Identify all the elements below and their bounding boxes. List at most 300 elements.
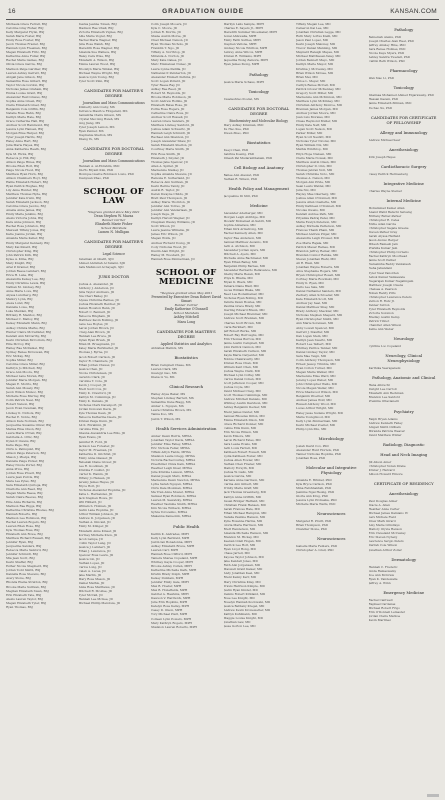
name-entry: Craig Alan Brown, JD bbox=[78, 330, 110, 335]
name-entry: Gabriella A. Ortiz, BSJ bbox=[6, 434, 39, 439]
section-heading: Internal Medicine bbox=[386, 197, 421, 203]
name-entry: Emily K. Ryan, MD bbox=[296, 281, 324, 285]
name-entry: Brian Campbell Chase, MS bbox=[151, 363, 191, 368]
name-entry: Patrick Mauer Raines, MD bbox=[296, 244, 335, 249]
name-entry: Sophia Anbarasu, MD bbox=[223, 223, 256, 228]
section-heading: CERTIFICATE OF RESIDENCY bbox=[373, 480, 434, 486]
name-entry: Michelle Rose Murray, BSJ bbox=[6, 394, 46, 399]
section-heading: Clinical Research bbox=[169, 384, 204, 390]
name-entry: Courtney Marie Smith, JD bbox=[151, 147, 190, 152]
columns-container bbox=[6, 22, 439, 792]
name-entry: Hannah Roberts, BSJ bbox=[6, 511, 38, 516]
name-entry: Casey D. Olson, MPH bbox=[151, 608, 183, 613]
name-entry: Brooklyn Marie Winkel, BSJ bbox=[78, 66, 120, 71]
name-entry: Rachel Marie Wagner, BSJ bbox=[78, 38, 118, 43]
name-entry: Chase Jarrell, MD bbox=[223, 551, 250, 556]
name-entry: Laura Marie O'Neil, BSJ bbox=[6, 430, 42, 435]
name-entry: Kylie Roxanne Harms, MD bbox=[223, 518, 263, 523]
section-heading: Health Policy and Management bbox=[228, 186, 289, 192]
center-line: Presented by Executive Dean Robert David Simari bbox=[151, 294, 222, 303]
name-entry: Ziwen Zhao, PhD bbox=[223, 130, 249, 135]
name-entry: Cameron Kai Lee, MD bbox=[296, 26, 329, 31]
name-entry: Brent James Dexter, MD bbox=[223, 409, 260, 414]
name-entry: Jessica Marie Schaus, MPH bbox=[223, 79, 264, 84]
name-entry: Ryan Lloyd Hong, MD bbox=[223, 547, 256, 552]
name-entry: Caitlyn Renee McCall, MD bbox=[296, 82, 335, 87]
name-entry: Sarah Frances Hale, MD bbox=[223, 506, 260, 511]
name-entry: Christopher Sagala Greene bbox=[368, 225, 409, 230]
name-entry: Amanda Sue Wallace, BSJ bbox=[78, 50, 117, 55]
name-entry: Alexander Emmett Perkins, JD bbox=[151, 74, 196, 79]
name-entry: Lindsey K. Nichols, BSJ bbox=[6, 410, 41, 415]
name-entry: Andrew Scott Hammond, BSJ bbox=[6, 123, 50, 128]
name-entry: Tanner Nicholas Hopkins, PhD bbox=[296, 451, 341, 456]
name-entry: Jacqueline Di Still, PhD bbox=[223, 194, 258, 199]
name-entry: Danielle Lowe, BSJ bbox=[6, 305, 34, 310]
name-entry: Darrah Cole Wilson bbox=[368, 543, 398, 548]
name-entry: Jonathan Arthur Zoller bbox=[368, 547, 402, 552]
name-entry: Allison Howard Elmore bbox=[368, 471, 403, 476]
name-entry: Jesse Gorton Lee, MD bbox=[223, 624, 256, 629]
name-entry: Sarah Elizabeth Carlson, MD bbox=[223, 348, 267, 353]
name-entry: Samantha Rose Gilbert, BSJ bbox=[6, 78, 48, 83]
name-entry: Ann Marie Sorensen, MD bbox=[296, 321, 334, 326]
name-entry: Emily K. Crawford, JD bbox=[78, 390, 111, 395]
center-line: Elizabeth Marie Fisher bbox=[95, 221, 133, 226]
center-line: Emily Katherine O'Donnell bbox=[164, 307, 208, 312]
name-entry: Kyle C. Moore, JD bbox=[151, 26, 177, 31]
name-entry: Aubrey Anne Wilcox, MPH bbox=[223, 50, 263, 55]
name-entry: Franklin T. Ngo, JD bbox=[151, 46, 180, 51]
name-entry: Kristen R. Williams, MPH bbox=[223, 54, 261, 59]
name-entry: Robert Nelson, BSJ bbox=[6, 402, 35, 407]
name-entry: Erin Elizabeth Tate, BSJ bbox=[6, 592, 42, 597]
name-entry: Jonathan Christian Legge, MD bbox=[296, 30, 341, 35]
name-entry: Kelsey Elizabeth Mann, BSJ bbox=[6, 321, 47, 326]
name-entry: Samuel Ryan Robinson, MHSA bbox=[151, 494, 197, 499]
name-entry: Ryan James Xiong, MPH bbox=[223, 62, 260, 67]
name-entry: Rebecca Marie Sanford, BSJ bbox=[6, 548, 48, 553]
name-entry: Hassan Kazem, PhD bbox=[368, 97, 399, 102]
name-entry: Samuel Rhoades Dillon, MD bbox=[223, 413, 265, 418]
name-entry: Sylvia Yorozenko, MHSA bbox=[151, 510, 188, 515]
name-entry: Tyler McCall, JD bbox=[78, 593, 103, 598]
name-entry: Jordan Rose Pruett, BSJ bbox=[6, 471, 41, 476]
name-entry: Sarah Claire Reeves, BSJ bbox=[6, 495, 43, 500]
name-entry: David Michael Craig, MD bbox=[223, 389, 261, 394]
name-entry: Katherine D. Gilchrist, JD bbox=[78, 451, 116, 456]
name-entry: Bryan Christopher Rosell, MD bbox=[296, 272, 341, 277]
name-entry: Emily Marie Jenkins, BSJ bbox=[6, 212, 43, 217]
name-entry: Scott Thomas Cummings, MD bbox=[223, 393, 268, 398]
name-entry: Meghan Elizabeth Swan, BSJ bbox=[6, 588, 49, 593]
name-entry: Steven Jonathan Riehl, MD bbox=[296, 256, 336, 261]
name-entry: Matthew Austin Olsen, MD bbox=[296, 159, 336, 164]
name-entry: Drew Mark Girard bbox=[368, 519, 396, 524]
name-entry: Paul Douglas Aimer bbox=[368, 498, 398, 503]
name-entry: Julia Nix, MD bbox=[296, 187, 316, 192]
name-entry: Emma Lauren Wood, BSJ bbox=[78, 62, 116, 67]
column-5 bbox=[296, 22, 367, 792]
name-entry: Justin Ryan Kinder, MD bbox=[223, 587, 258, 592]
name-entry: Kaitlyn Kuhlmann, MD bbox=[223, 611, 257, 616]
name-entry: Bryan K. Black, MD bbox=[223, 280, 253, 285]
name-entry: Jennifer Schmidt, BSJ bbox=[6, 552, 38, 557]
name-entry: Rebecca Katherine Deere, JD bbox=[78, 415, 122, 420]
name-entry: Mitesh Ramesh Jain bbox=[368, 242, 398, 247]
name-entry: Katie Joanne Jordan, BSJ bbox=[6, 232, 43, 237]
name-entry: Ryan Scott Nesbitt, MD bbox=[296, 135, 331, 140]
section-heading: Cell Biology and Anatomy bbox=[233, 165, 284, 171]
name-entry: Alexa Lund, BSJ bbox=[6, 301, 30, 306]
name-entry: Charles Scott Brown, MD bbox=[223, 320, 261, 325]
name-entry: Narasimha Reddy Venkatesh bbox=[368, 262, 411, 267]
name-entry: Logan Scott Nelson, MD bbox=[296, 127, 332, 132]
name-entry: Gloria Ann Krug, PhD bbox=[296, 494, 328, 499]
name-entry: Lucas William Blake, MD bbox=[223, 288, 261, 293]
name-entry: Caleb A. Lucas, JD bbox=[78, 569, 106, 573]
name-entry: Andrew D. Jorgensen, JD bbox=[78, 516, 115, 521]
name-entry: Allen A. Spiller, JD bbox=[151, 163, 179, 168]
name-entry: Madison Rae Riggs, BSJ bbox=[6, 503, 42, 508]
name-entry: Robert Lee Talbert, MD bbox=[296, 341, 331, 346]
name-entry: Kim Nicole Wilbeck, MHSA bbox=[151, 506, 192, 511]
name-entry: Crystal Mei Ling Hsieh, MS bbox=[78, 117, 120, 122]
name-entry: Linda Ramaswamy bbox=[368, 568, 397, 573]
name-entry: Jill Alison Amer bbox=[368, 459, 392, 464]
name-entry: Karis Lee Sale, MD bbox=[296, 285, 325, 290]
name-entry: Grace Catherine Hall, BSJ bbox=[6, 119, 45, 124]
name-entry: Rachel Kathryn Moorhead bbox=[368, 254, 408, 259]
name-entry: Emily Faith Suttles, MPH bbox=[223, 38, 261, 43]
name-entry: Robert M. Reynolds, JD bbox=[151, 90, 186, 95]
name-entry: Sterling Edward Braun, MD bbox=[223, 308, 265, 313]
name-entry: Mary Kate Oakes, JD bbox=[151, 58, 182, 63]
name-entry: Swadeshrao Poodel, MS bbox=[223, 96, 259, 101]
name-entry: William S. Holman, JD bbox=[78, 504, 112, 509]
name-entry: Mitchell R. McAfee, JD bbox=[78, 589, 112, 594]
name-entry: Elisabeth Ann Beckman bbox=[368, 391, 404, 396]
name-entry: Kevin Joseph Maloney, MD bbox=[296, 42, 336, 47]
name-entry: Shannon Lauren Roberts, MPH bbox=[151, 624, 197, 629]
name-entry: Carla Burkhart, MD bbox=[223, 324, 253, 329]
name-entry: Joshua Allen O'Donnell, MD bbox=[296, 196, 337, 201]
footer-mark bbox=[427, 794, 439, 797]
name-entry: Max B. Hoefer, MPH bbox=[151, 584, 182, 589]
name-entry: Brooke Marie Robinson, JD bbox=[151, 94, 191, 99]
name-entry: Nicholas Clark Davenport, JD bbox=[78, 403, 122, 408]
name-entry: Jacob Thomas Frazier, BSJ bbox=[6, 42, 45, 47]
name-entry: Lucas Arthur Wright, MD bbox=[296, 406, 334, 411]
name-entry: Kendall Ann McCarthy, BSJ bbox=[6, 333, 46, 338]
name-entry: Mara Lee Pyles, BSJ bbox=[6, 479, 36, 484]
name-entry: Esther Nicole Shepherd, BSJ bbox=[6, 564, 49, 569]
name-entry: Rachel Lauren Rogers, BSJ bbox=[6, 519, 46, 524]
name-entry: Nicole Megan Weller, MD bbox=[296, 386, 334, 391]
name-entry: Kevin J. Cooper, JD bbox=[78, 382, 107, 387]
name-entry: Joshua Wayne Clark, MD bbox=[223, 369, 260, 374]
name-entry: Lydia Sarah Nguyen, MHSA bbox=[151, 482, 193, 487]
name-entry: Tanna Koo, MS bbox=[151, 412, 174, 417]
name-entry: Anand Walid Baluchi Selvaraj bbox=[368, 209, 412, 214]
name-entry: Jake Kendall Jones, MD bbox=[223, 559, 258, 564]
name-entry: Sophia Miller, BSJ bbox=[6, 357, 33, 362]
name-entry: Andrew Richard Young, JD bbox=[151, 240, 191, 245]
name-entry: Jeffrey Ainsley Hine, PhD bbox=[368, 43, 406, 48]
name-entry: Roselyn Hannah Kozlowski, MD bbox=[223, 599, 271, 604]
name-entry: Anthony J. Anderson, JD bbox=[78, 285, 114, 290]
section-heading: Microbiology bbox=[318, 435, 344, 441]
name-entry: Celine Ellis Dunn, MD bbox=[223, 425, 257, 430]
section-heading: Health Services Administration bbox=[156, 425, 217, 431]
section-heading: Pathology, Anatomic and Clinical bbox=[372, 375, 436, 381]
name-entry: Christopher King, BSJ bbox=[6, 248, 39, 253]
name-entry: Jamie Austin Campbell, MD bbox=[223, 340, 265, 345]
name-entry: Laura Jeanne Williams, JD bbox=[151, 228, 190, 233]
name-entry: Rachael Ann Shannon, JD bbox=[151, 135, 189, 140]
name-entry: Matthew Kevin Bohling, JD bbox=[78, 318, 119, 323]
name-entry: Andrew Jay Seal, MD bbox=[296, 301, 328, 306]
name-entry: Mitchell A. Ayers, MD bbox=[223, 251, 256, 256]
name-entry: Victoria Solomon bbox=[368, 310, 394, 315]
name-entry: Alexander Hunt Hornok, PhD bbox=[296, 447, 340, 452]
name-entry: Joshua A. Alexander, JD bbox=[78, 281, 114, 286]
name-entry: Kaycee Taylor Johnson, MD bbox=[223, 555, 264, 560]
name-entry: Parker Miller, MD bbox=[296, 131, 323, 136]
section-heading: Neurology, Clinical Neurophysiology bbox=[385, 353, 423, 364]
name-entry: Kelsey Dunham, MPH bbox=[151, 576, 184, 581]
name-entry: Max B. Honeffelds, MPH bbox=[151, 588, 188, 593]
name-entry: Stacie A. Allen bbox=[368, 503, 390, 507]
column-2 bbox=[79, 22, 150, 792]
name-entry: Joshua Allen Fowler, MD bbox=[223, 458, 260, 463]
name-entry: Juan Luis Morales, MD bbox=[296, 115, 330, 120]
name-entry: Meredith Summer Shoemaker, MPH bbox=[223, 30, 277, 35]
name-entry: Abigail Jane Gibson, BSJ bbox=[6, 74, 42, 79]
name-entry: Amber L. Nguyen, MS bbox=[151, 404, 184, 409]
name-entry: Ashley Marie Thornton, JD bbox=[151, 200, 191, 205]
name-entry: Matthew Lynn McKinney, MD bbox=[296, 98, 340, 103]
name-entry: Matthew Lindsey Sanford, JD bbox=[151, 123, 195, 128]
name-entry: Frances Thanh Pham, MD bbox=[296, 228, 335, 233]
name-entry: Robbie Chakravarty, MD bbox=[223, 356, 260, 361]
name-entry: Joshua Adam Schwartz, JD bbox=[151, 127, 191, 132]
name-entry: Arthur William Johnson, JD bbox=[78, 512, 119, 517]
section-heading: Medicine bbox=[249, 203, 268, 209]
name-entry: Megan Marie Walker, MD bbox=[296, 370, 334, 375]
name-entry: Amelia Anne James, BSJ bbox=[6, 208, 42, 213]
name-entry: Kaley Marie Burkhalter, JD bbox=[78, 346, 119, 351]
center-line: Biochemistry and Molecular Biology bbox=[229, 118, 289, 123]
name-entry: Nicholas Tyler Nicolai, MD bbox=[296, 139, 336, 144]
name-entry: Sara Leane Evans, MD bbox=[223, 441, 257, 446]
name-entry: Matthew Joseph Owens bbox=[368, 282, 404, 287]
name-entry: Anna Rose Matthews, JD bbox=[78, 585, 115, 590]
name-entry: Anna Katherine Heath, BSJ bbox=[6, 147, 46, 152]
name-entry: Kaitlyn Marie Mayor, MD bbox=[296, 62, 334, 67]
name-entry: Jessica Garcia, MD bbox=[223, 474, 252, 479]
name-entry: Luke Madden, BSJ bbox=[6, 309, 34, 314]
name-entry: Sarah Ann Mosely, BSJ bbox=[6, 386, 40, 391]
name-entry: Wan Xiao Li, PhD bbox=[368, 76, 394, 81]
name-entry: Daniel Nathaniel Sanders, MD bbox=[296, 289, 341, 294]
name-entry: Belnemsh Alemu, PhD bbox=[368, 35, 402, 39]
name-entry: Sarah Elizabeth Jackson, BSJ bbox=[6, 200, 49, 205]
name-entry: Danielle Paige Picker, BSJ bbox=[6, 459, 45, 464]
name-entry: Christopher Nolan Drake bbox=[368, 463, 406, 468]
center-line: Legal Science bbox=[102, 252, 126, 257]
name-entry: Chandler Stone, PhD bbox=[296, 527, 327, 532]
name-entry: Paige Nicole Hood, BSJ bbox=[6, 167, 41, 172]
name-entry: Kyle M. Hicks, BSJ bbox=[6, 151, 34, 156]
name-entry: Cortney Marie Rowinski, MD bbox=[296, 276, 339, 281]
name-entry: Steven Parker Gray bbox=[368, 230, 398, 235]
name-entry: Hannah Lee McGee, JD bbox=[78, 597, 113, 602]
name-entry: Xueyi Chen, PhD bbox=[223, 147, 249, 152]
name-entry: Emily M. Klinger, JD bbox=[78, 524, 109, 529]
name-entry: Rachel Marie Gaines, BSJ bbox=[6, 58, 44, 63]
name-entry: Samantha Irene Blagg, MS bbox=[151, 400, 191, 405]
name-entry: Colleen Lynn Powers, MPH bbox=[151, 616, 192, 621]
name-entry: Kristin Brady Dolph, MPH bbox=[151, 572, 190, 576]
name-entry: Christian Frank Hansen, MD bbox=[223, 502, 266, 507]
name-entry: Brooke Ellen Holt, BSJ bbox=[6, 163, 40, 168]
name-entry: Michael Robert Frigo bbox=[368, 605, 400, 610]
name-entry: Nicholas Alexander Hopkins, JD bbox=[78, 488, 126, 493]
name-entry: Whitney Austin Davidson, MD bbox=[223, 401, 268, 406]
name-entry: Hailey M. Woodard, JD bbox=[151, 252, 185, 257]
name-entry: Allison Chambers Hoyt, BSJ bbox=[6, 175, 47, 180]
name-entry: Maggie Louise Knight, MD bbox=[223, 615, 263, 620]
name-entry: Justin T. Wilson, MS bbox=[151, 416, 181, 421]
name-entry: Bradley Austin Kemp bbox=[368, 315, 400, 320]
name-entry: Dustin Alan Wright, JD bbox=[151, 248, 185, 253]
name-entry: Hannah A. Al-Ebrahim, PhD bbox=[78, 163, 120, 168]
name-entry: Emily Rose Fowler, BSJ bbox=[6, 38, 41, 43]
name-entry: Lauren M. Sawatzky, MHSA bbox=[151, 498, 193, 503]
name-entry: Jeff Robert Burke, MD bbox=[223, 328, 257, 333]
name-entry: Rhonda Elaine Stratton, BSJ bbox=[6, 580, 48, 585]
name-entry: Kortney Michelle Knox, JD bbox=[78, 532, 118, 537]
name-entry: Sarah Alyssa Hatfield bbox=[368, 234, 401, 239]
name-entry: Scott Jefferson Cooper, MD bbox=[223, 381, 264, 386]
name-entry: Elizabeth J. Snyder, JD bbox=[151, 155, 184, 160]
name-entry: Alexandra Kelsey Lee, BSJ bbox=[6, 276, 45, 281]
name-entry: Paulina Grace Brady, MD bbox=[223, 304, 261, 309]
name-entry: James Eric Wilson, JD bbox=[151, 232, 183, 237]
name-entry: Kendall Aubree Park, MD bbox=[296, 212, 334, 217]
name-entry: Carter K. Hamm, JD bbox=[78, 471, 109, 476]
name-entry: Premilia Ottavianelli bbox=[368, 399, 399, 404]
name-entry: Scott Wilson, JD bbox=[151, 224, 175, 229]
name-entry: Safa Mahmoud Al Sayegh, SJD bbox=[78, 264, 124, 269]
section-heading: CANDIDATES FOR CERTIFICATE OF FELLOWSHIP bbox=[371, 114, 437, 125]
name-entry: Rachel Kennedy Allen, MD bbox=[223, 231, 263, 236]
name-entry: Elizabeth A. Wilson, BSJ bbox=[78, 58, 115, 63]
name-entry: Kate Elizabeth Scott, MD bbox=[296, 297, 334, 302]
name-entry: Tyler Joseph Harris, BSJ bbox=[6, 135, 42, 140]
name-entry: Mary Knight, BSJ bbox=[6, 260, 32, 265]
name-entry: Dylan Ryan Brush, JD bbox=[78, 338, 111, 343]
name-entry: Catherine Claire Ross, JD bbox=[151, 111, 189, 116]
name-entry: Chris Dale Mosiman, MHSA bbox=[151, 486, 193, 491]
name-entry: Portia Rose Rogers, JD bbox=[151, 106, 185, 111]
name-entry: Erin Rose Smith, JD bbox=[151, 151, 181, 156]
name-entry: Jessica Lynn Hansen, BSJ bbox=[6, 127, 44, 132]
name-entry: Jordan Claire Markoe bbox=[368, 613, 401, 618]
section-heading: Public Health bbox=[173, 523, 200, 529]
name-entry: Maynard Raleigh Mapes, MD bbox=[296, 50, 340, 55]
name-entry: Mackenzie Ann McKinnon, MD bbox=[296, 94, 342, 99]
name-entry: Katie L. Hernandez, JD bbox=[78, 492, 113, 497]
name-entry: Morgan Leigh Aldridge, MD bbox=[223, 215, 265, 220]
name-entry: Lauren Ashley Garrett, BSJ bbox=[6, 70, 46, 75]
name-entry: Andrew Michael Sear bbox=[368, 137, 401, 142]
name-entry: Thomas Jebran Noll, MD bbox=[296, 167, 333, 172]
name-entry: Erin Nicole Ellison, MD bbox=[223, 429, 259, 434]
name-entry: Austin R. Taylor, JD bbox=[151, 187, 180, 192]
role-label: School Marshals bbox=[173, 311, 199, 316]
name-entry: Marisa Elise Olson, BSJ bbox=[6, 426, 41, 431]
name-entry: Marilyn Lalis Semple, MPH bbox=[223, 22, 264, 26]
section-heading: CANDIDATES FOR DOCTORAL DEGREE bbox=[83, 146, 145, 157]
name-entry: Matthew Ryan Horn, BSJ bbox=[6, 171, 43, 176]
name-entry: John Christopher Wells, MD bbox=[296, 382, 337, 387]
name-entry: Caroline Grace Jacobs, BSJ bbox=[6, 204, 46, 209]
name-entry: Olivia Grace Garcia, BSJ bbox=[6, 62, 42, 67]
name-entry: Shannon Leslie Gregg, MHSA bbox=[151, 453, 195, 458]
name-entry: Emily Kathleen O'Donnell, MD bbox=[296, 204, 341, 209]
name-entry: Justin Ian Bonadonna, MPH bbox=[151, 539, 192, 544]
name-entry: Mackenzie Elise Ward, MD bbox=[296, 374, 336, 379]
name-entry: Carlos Daniel Cohen, MD bbox=[223, 377, 261, 382]
name-entry: Michael C. Malloy, BSJ bbox=[6, 317, 40, 322]
school-heading: SCHOOL OF LAW bbox=[83, 186, 145, 206]
name-entry: Karthika Veerapaneni bbox=[368, 366, 401, 371]
name-entry: Allison Kate Norman, BSJ bbox=[6, 418, 44, 423]
column-1 bbox=[6, 22, 77, 792]
name-entry: Rohan Reddy Pitts bbox=[368, 290, 396, 295]
name-entry: Jonathan Law, MD bbox=[223, 619, 251, 624]
name-entry: Zoe Ann McGraw bbox=[368, 572, 395, 577]
name-entry: Kaitlyn Harold Wagner, JD bbox=[151, 216, 190, 221]
name-entry: Christopher Lawrence Peters bbox=[368, 294, 412, 299]
name-entry: Dylan P. Owens, BSJ bbox=[6, 438, 36, 443]
name-entry: Madison Rae Uhall, BSJ bbox=[78, 26, 114, 31]
name-entry: Emma Elizabeth Dixon, MD bbox=[223, 417, 265, 422]
name-entry: Jamie Scott Parker bbox=[368, 258, 397, 263]
name-entry: Scott Logan Pollard, JD bbox=[151, 78, 186, 83]
name-entry: Michael Matthiesen-Veley, MD bbox=[296, 54, 341, 59]
name-entry: Erin O'Donnell Lemaster bbox=[368, 609, 405, 614]
name-entry: Brandon Jeffrey Reiner, MD bbox=[296, 248, 337, 253]
name-entry: Hannah Rose Zimmerman, JD bbox=[151, 256, 195, 261]
name-entry: Nicolas Owens, MD bbox=[296, 208, 325, 213]
name-entry: Jordan Bennett Mayo, MD bbox=[296, 58, 335, 63]
name-entry: Ryan Evans, JD bbox=[78, 435, 101, 440]
name-entry: Patrick Grover McKenney, MD bbox=[296, 86, 341, 91]
name-entry: Trinity Marie Graff, MD bbox=[223, 486, 259, 491]
name-entry: Kyle Thomas Ross, BSJ bbox=[6, 527, 40, 532]
name-entry: Preethimol Chiza Kain, MHSA bbox=[151, 461, 196, 466]
name-entry: Benjamin Cole Griffin, BSJ bbox=[6, 106, 45, 111]
name-entry: Allison Paige Hines, BSJ bbox=[6, 159, 42, 164]
name-entry: Miranda Patricia Weaver bbox=[368, 428, 405, 433]
name-entry: Jackson Lee Forester, JD bbox=[78, 443, 115, 448]
name-entry: Rachel Cantwell bbox=[368, 597, 393, 602]
name-entry: Joseph Alexander Shaw, JD bbox=[151, 139, 191, 144]
name-entry: Ryan Penner, MS bbox=[78, 129, 104, 134]
